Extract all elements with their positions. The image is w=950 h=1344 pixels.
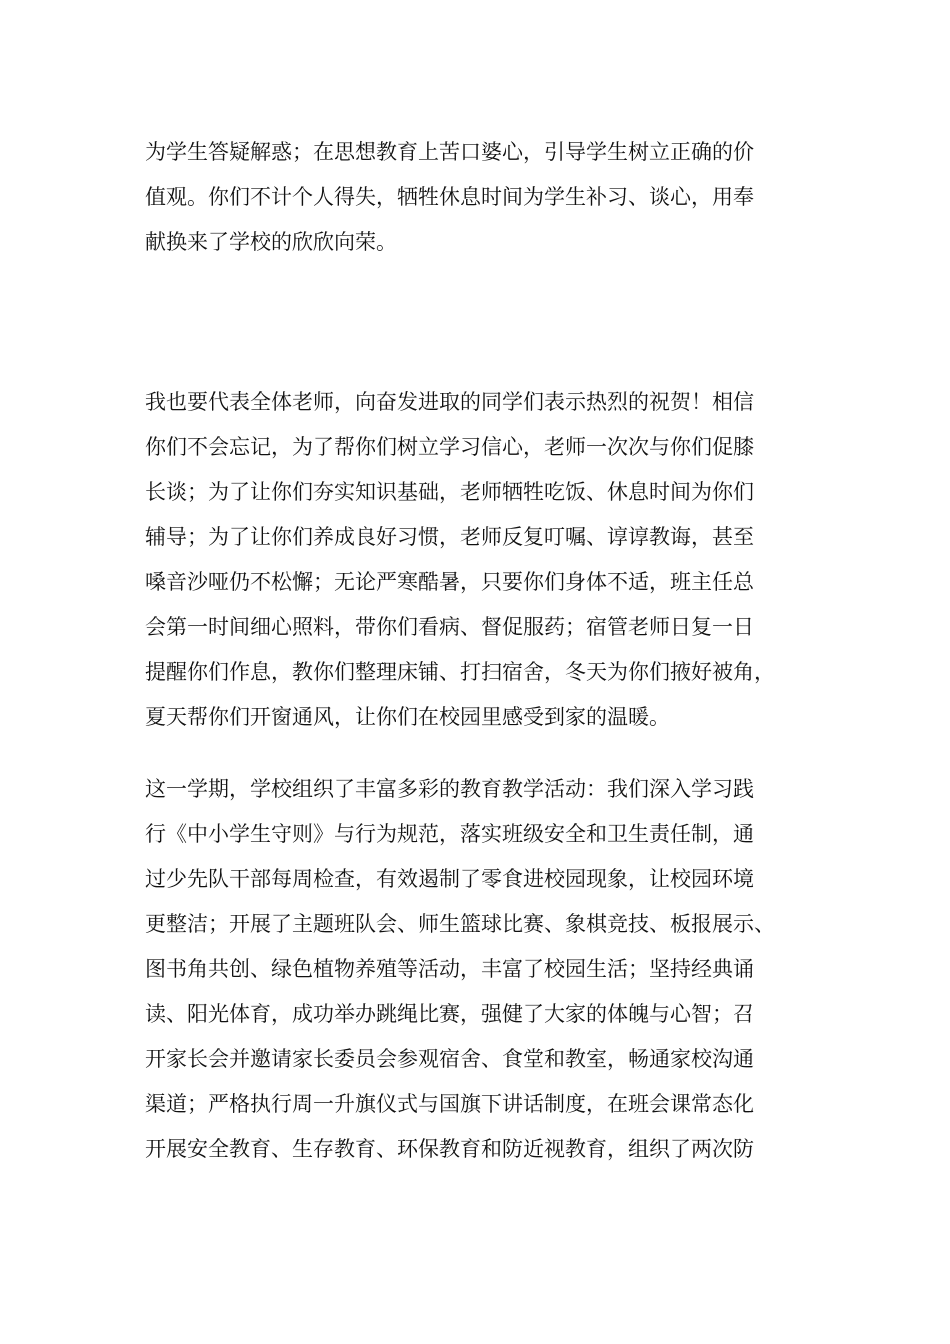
- text-line: 这一学期，学校组织了丰富多彩的教育教学活动：我们深入学习践: [145, 777, 754, 801]
- text-line: 开家长会并邀请家长委员会参观宿舍、食堂和教室，畅通家校沟通: [145, 1047, 754, 1071]
- text-line: 献换来了学校的欣欣向荣。: [145, 230, 397, 254]
- paragraph-3: [145, 767, 775, 1172]
- text-line: 开展安全教育、生存教育、环保教育和防近视教育，组织了两次防: [145, 1137, 754, 1161]
- text-line: 更整洁；开展了主题班队会、师生篮球比赛、象棋竞技、板报展示、: [145, 912, 775, 936]
- text-line: 辅导；为了让你们养成良好习惯，老师反复叮嘱、谆谆教诲，甚至: [145, 525, 754, 549]
- text-line: 夏天帮你们开窗通风，让你们在校园里感受到家的温暖。: [145, 705, 670, 729]
- paragraph-1: [145, 130, 754, 265]
- paragraph-2: [145, 380, 775, 740]
- text-line: 提醒你们作息，教你们整理床铺、打扫宿舍，冬天为你们掖好被角，: [145, 660, 775, 684]
- text-line: 会第一时间细心照料，带你们看病、督促服药；宿管老师日复一日: [145, 615, 754, 639]
- text-line: 过少先队干部每周检查，有效遏制了零食进校园现象，让校园环境: [145, 867, 754, 891]
- text-line: 值观。你们不计个人得失，牺牲休息时间为学生补习、谈心，用奉: [145, 185, 754, 209]
- text-line: 你们不会忘记，为了帮你们树立学习信心，老师一次次与你们促膝: [145, 435, 754, 459]
- text-line: 长谈；为了让你们夯实知识基础，老师牺牲吃饭、休息时间为你们: [145, 480, 754, 504]
- text-line: 读、阳光体育，成功举办跳绳比赛，强健了大家的体魄与心智；召: [145, 1002, 754, 1026]
- text-line: 嗓音沙哑仍不松懈；无论严寒酷暑，只要你们身体不适，班主任总: [145, 570, 754, 594]
- text-line: 渠道；严格执行周一升旗仪式与国旗下讲话制度，在班会课常态化: [145, 1092, 754, 1116]
- text-line: 我也要代表全体老师，向奋发进取的同学们表示热烈的祝贺！相信: [145, 390, 754, 414]
- text-line: 为学生答疑解惑；在思想教育上苦口婆心，引导学生树立正确的价: [145, 140, 754, 164]
- text-line: 图书角共创、绿色植物养殖等活动，丰富了校园生活；坚持经典诵: [145, 957, 754, 981]
- text-line: 行《中小学生守则》与行为规范，落实班级安全和卫生责任制，通: [145, 822, 754, 846]
